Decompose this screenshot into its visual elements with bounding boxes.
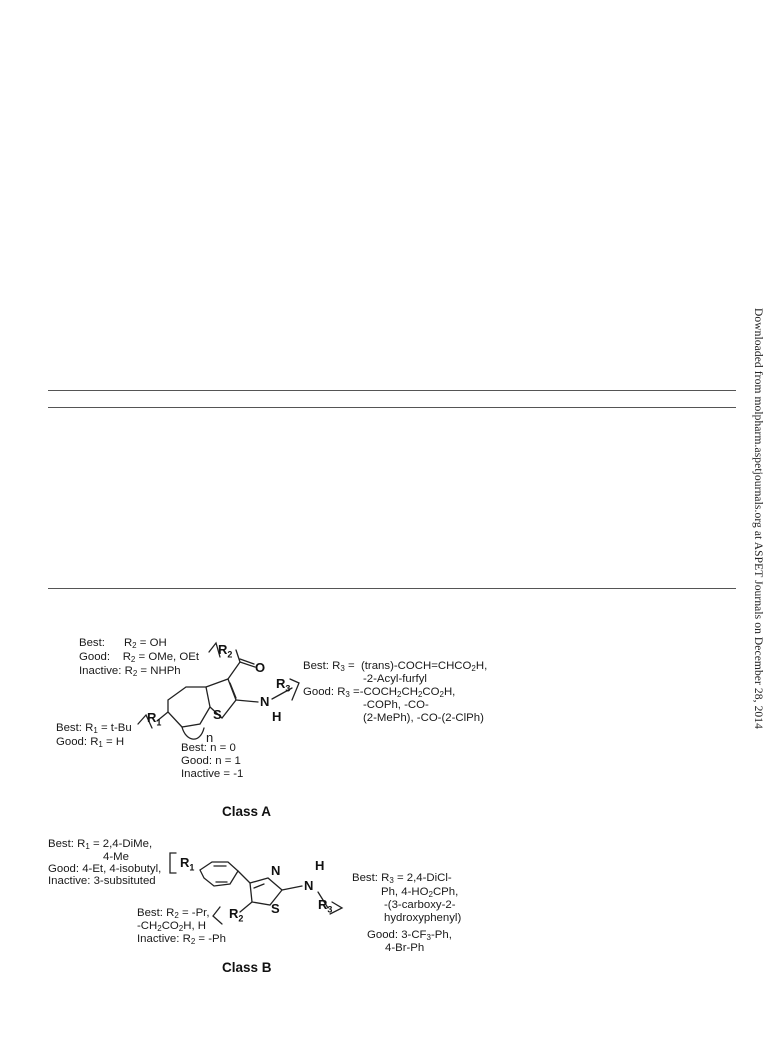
class-a-r3-best-line1: Best: $R_3$ = $(trans)-COCH=CHCO_2H$, xyxy=(303,660,488,673)
class-b-title: Class B xyxy=(222,960,272,975)
class-a-n-best: Best: n = 0 xyxy=(181,742,236,754)
class-b-r1-good: Good: 4-Et, 4-isobutyl, xyxy=(48,863,162,875)
class-b-r2-inactive: Inactive: $R_2 = -Ph$ xyxy=(137,933,226,946)
class-a-r1-best: Best: $R_1 = t-Bu$ xyxy=(56,722,132,735)
class-a-r1-good: Good: $R_1 = H$ xyxy=(56,736,125,749)
class-b-r3-best-line4: hydroxyphenyl) xyxy=(384,912,462,924)
class-a-r2-best: Best: $R_2$ = OH xyxy=(79,637,167,650)
class-b-r3-best-line1: Best: $R_3$ = 2,4-DiCl- xyxy=(352,872,452,885)
class-b-r3-best-line2: Ph, $4-HO_2CPh$, xyxy=(381,886,459,899)
class-a-hydrogen: H xyxy=(272,709,282,724)
class-b-r2-best-line2: $-CH_2CO_2H$, H xyxy=(137,920,207,933)
class-b-r2-best-line1: Best: $R_2 = -Pr$, xyxy=(137,907,210,920)
class-a-title: Class A xyxy=(222,804,272,819)
class-a-nitrogen: N xyxy=(260,694,270,709)
class-a-r3-good-line1: Good: $R_3$ $=-COCH_2CH_2CO_2H$, xyxy=(303,686,456,699)
class-a-r3-atom: $R_3$ xyxy=(276,676,291,694)
class-b-amine-nitrogen: N xyxy=(304,878,314,893)
class-b-r1-inactive: Inactive: 3-subsituted xyxy=(48,875,156,887)
class-a-n-subscript: n xyxy=(206,730,214,745)
class-b-r2-atom: $R_2$ xyxy=(229,906,244,924)
class-a-r2-atom: $R_2$ xyxy=(218,642,233,660)
class-a-n-good: Good: n = 1 xyxy=(181,755,241,767)
class-b-r1-best-line1: Best: $R_1$ = 2,4-DiMe, xyxy=(48,838,153,851)
class-b-thiazole-nitrogen: N xyxy=(271,863,281,878)
class-a-r1-atom: $R_1$ xyxy=(147,710,162,728)
class-b-thiazole-sulfur: S xyxy=(271,901,280,916)
class-a-r2-inactive: Inactive: $R_2$ = NHPh xyxy=(79,665,181,678)
class-a-r3-good-line2: -COPh, -CO- xyxy=(363,699,429,711)
class-a-r3-good-line3: (2-MePh), -CO-(2-ClPh) xyxy=(363,712,484,724)
download-watermark: Downloaded from molpharm.aspetjournals.org at ASPET Journals on December 28, 2014 xyxy=(752,308,764,729)
class-b-r3-good-line2: 4-Br-Ph xyxy=(385,942,425,954)
class-a-r2-good: Good: $R_2$ = OMe, OEt xyxy=(79,651,199,664)
class-b-r1-atom: $R_1$ xyxy=(180,855,195,873)
class-a-r3-best-line2: -2-Acyl-furfyl xyxy=(363,673,427,685)
class-b-r3-good-line1: Good: $3-CF_3-Ph$, xyxy=(367,929,452,942)
class-b-amine-hydrogen: H xyxy=(315,858,325,873)
class-a-oxygen: O xyxy=(255,660,266,675)
class-b-r3-atom: $R_3$ xyxy=(318,897,333,915)
class-b-r1-best-line2: 4-Me xyxy=(103,851,129,863)
class-b-r3-best-line3: -(3-carboxy-2- xyxy=(384,899,456,911)
class-a-n-inactive: Inactive = -1 xyxy=(181,768,244,780)
class-a-sulfur: S xyxy=(213,707,222,722)
